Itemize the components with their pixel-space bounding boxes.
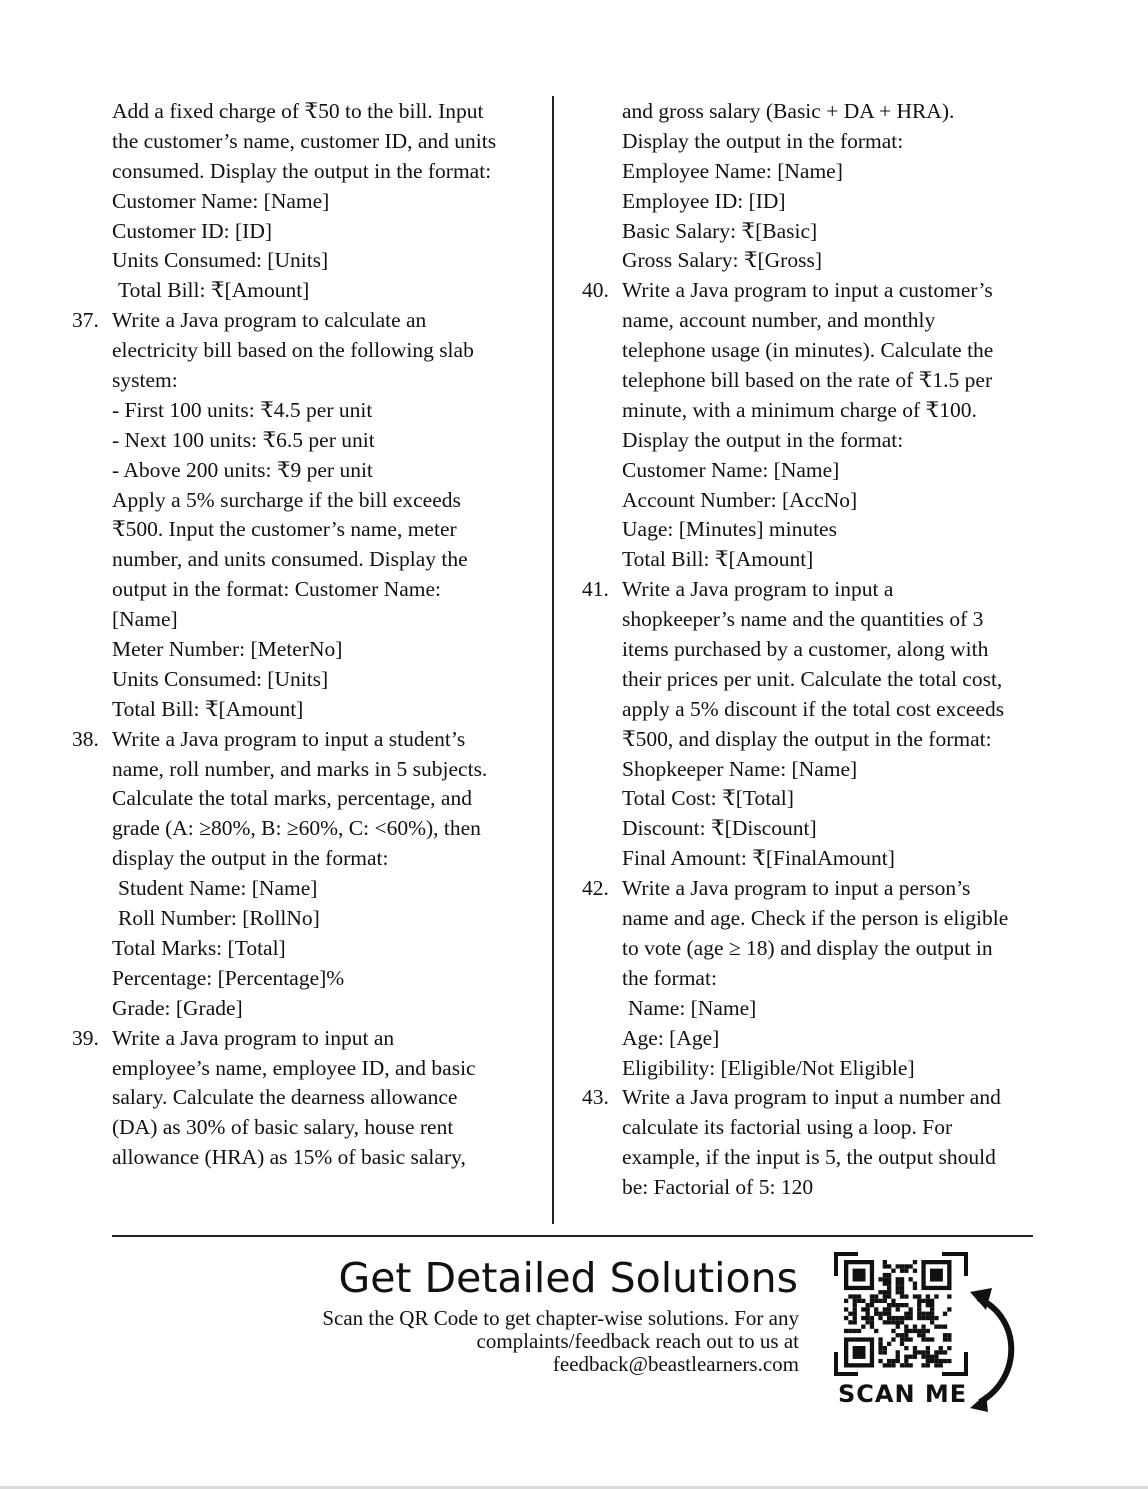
text-line: Gross Salary: ₹[Gross] [622, 248, 822, 273]
text-line: Apply a 5% surcharge if the bill exceeds [112, 487, 461, 512]
text-line: shopkeeper’s name and the quantities of 3 [622, 607, 984, 632]
text-line: Write a Java program to input a student’s [112, 726, 466, 751]
text-line: name, roll number, and marks in 5 subjects. [112, 756, 488, 781]
text-line: Customer ID: [ID] [112, 218, 273, 243]
text-line: - Above 200 units: ₹9 per unit [112, 457, 373, 482]
text-line: minute, with a minimum charge of ₹100. [622, 397, 977, 422]
text-line: Display the output in the format: [622, 427, 904, 452]
text-line: apply a 5% discount if the total cost exceeds [622, 696, 1005, 721]
question-39 [72, 1024, 530, 1054]
text-line: telephone usage (in minutes). Calculate the [622, 338, 994, 363]
text-line: (DA) as 30% of basic salary, house rent [112, 1115, 454, 1140]
text-line: ₹500. Input the customer’s name, meter [112, 517, 457, 542]
question-40 [582, 276, 1042, 306]
text-line: Calculate the total marks, percentage, and [112, 786, 472, 811]
text-line: Total Bill: ₹[Amount] [118, 278, 310, 303]
text-line: be: Factorial of 5: 120 [622, 1175, 814, 1200]
text-line: electricity bill based on the following slab [112, 338, 474, 363]
text-line: calculate its factorial using a loop. For [622, 1115, 953, 1140]
text-line: Scan the QR Code to get chapter-wise solutions. For any [322, 1306, 799, 1330]
text-line: Total Bill: ₹[Amount] [622, 547, 814, 572]
text-line: grade (A: ≥80%, B: ≥60%, C: <60%), then [112, 816, 481, 841]
feedback-email-link[interactable]: feedback@beastlearners.com [552, 1352, 799, 1376]
question-43 [582, 1083, 1042, 1113]
solutions-heading: Get Detailed Solutions [338, 1254, 798, 1302]
text-line: Basic Salary: ₹[Basic] [622, 218, 818, 243]
text-line: Roll Number: [RollNo] [118, 906, 320, 931]
text-line: Employee ID: [ID] [622, 188, 786, 213]
text-line: name and age. Check if the person is eligible [622, 906, 1009, 931]
text-line: Age: [Age] [622, 1025, 720, 1050]
text-line: Display the output in the format: [622, 128, 904, 153]
text-line: to vote (age ≥ 18) and display the output in [622, 935, 993, 960]
column-divider [552, 96, 554, 1224]
text-line: system: [112, 368, 178, 393]
qr-code-block[interactable] [830, 1248, 1020, 1418]
question-number: 41. [582, 577, 609, 602]
text-line: Customer Name: [Name] [622, 457, 840, 482]
text-line: name, account number, and monthly [622, 308, 936, 333]
text-line: Grade: [Grade] [112, 995, 243, 1020]
text-line: Add a fixed charge of ₹50 to the bill. Input [112, 99, 484, 123]
text-line: Write a Java program to input a number and [622, 1085, 1001, 1110]
text-line: the customer’s name, customer ID, and units [112, 128, 497, 153]
text-line: Total Cost: ₹[Total] [622, 786, 794, 811]
text-line: Discount: ₹[Discount] [622, 816, 817, 841]
question-number: 39. [72, 1025, 99, 1050]
text-line: Uage: [Minutes] minutes [622, 517, 837, 542]
solutions-description [322, 1307, 799, 1376]
text-line: Percentage: [Percentage]% [112, 965, 345, 990]
text-line: allowance (HRA) as 15% of basic salary, [112, 1145, 466, 1170]
text-line: Eligibility: [Eligible/Not Eligible] [622, 1055, 915, 1080]
text-line: Units Consumed: [Units] [112, 248, 329, 273]
text-line: employee’s name, employee ID, and basic [112, 1055, 476, 1080]
text-line: complaints/feedback reach out to us at [476, 1329, 799, 1353]
text-line: Final Amount: ₹[FinalAmount] [622, 846, 895, 871]
text-line: Account Number: [AccNo] [622, 487, 858, 512]
text-line: Employee Name: [Name] [622, 158, 843, 183]
text-line: their prices per unit. Calculate the total cost, [622, 666, 1003, 691]
text-line: [Name] [112, 607, 178, 632]
right-column [582, 97, 1042, 1203]
question-number: 40. [582, 278, 609, 303]
question-41 [582, 575, 1042, 605]
text-line: items purchased by a customer, along with [622, 637, 989, 662]
text-line: Total Bill: ₹[Amount] [112, 696, 304, 721]
question-number: 42. [582, 876, 609, 901]
text-line: Shopkeeper Name: [Name] [622, 756, 858, 781]
text-line: Total Marks: [Total] [112, 935, 286, 960]
text-line: example, if the input is 5, the output should [622, 1145, 996, 1170]
text-line: Name: [Name] [628, 995, 757, 1020]
text-line: output in the format: Customer Name: [112, 577, 442, 602]
text-line: and gross salary (Basic + DA + HRA). [622, 99, 955, 123]
text-line: telephone bill based on the rate of ₹1.5 per [622, 368, 993, 393]
question-number: 38. [72, 726, 99, 751]
text-line: ₹500, and display the output in the format: [622, 726, 992, 751]
question-number: 43. [582, 1085, 609, 1110]
text-line: Write a Java program to input a customer’s [622, 278, 993, 303]
text-line: Meter Number: [MeterNo] [112, 637, 343, 662]
footer-divider [112, 1235, 1033, 1237]
text-line: consumed. Display the output in the format: [112, 158, 492, 183]
text-line: display the output in the format: [112, 846, 389, 871]
text-line: Write a Java program to input a [622, 577, 894, 602]
text-line: Write a Java program to input a person’s [622, 876, 971, 901]
text-line: Write a Java program to calculate an [112, 308, 427, 333]
text-line: - First 100 units: ₹4.5 per unit [112, 397, 373, 422]
text-line: Student Name: [Name] [118, 876, 318, 901]
question-38 [72, 725, 530, 755]
left-column [72, 97, 530, 1173]
text-line: Units Consumed: [Units] [112, 666, 329, 691]
scan-me-label: SCAN ME [838, 1380, 968, 1408]
question-42 [582, 874, 1042, 904]
question-37 [72, 306, 530, 336]
text-line: Write a Java program to input an [112, 1025, 395, 1050]
question-number: 37. [72, 308, 99, 333]
text-line: Customer Name: [Name] [112, 188, 330, 213]
text-line: - Next 100 units: ₹6.5 per unit [112, 427, 375, 452]
text-line: the format: [622, 965, 717, 990]
text-line: number, and units consumed. Display the [112, 547, 468, 572]
text-line: salary. Calculate the dearness allowance [112, 1085, 458, 1110]
